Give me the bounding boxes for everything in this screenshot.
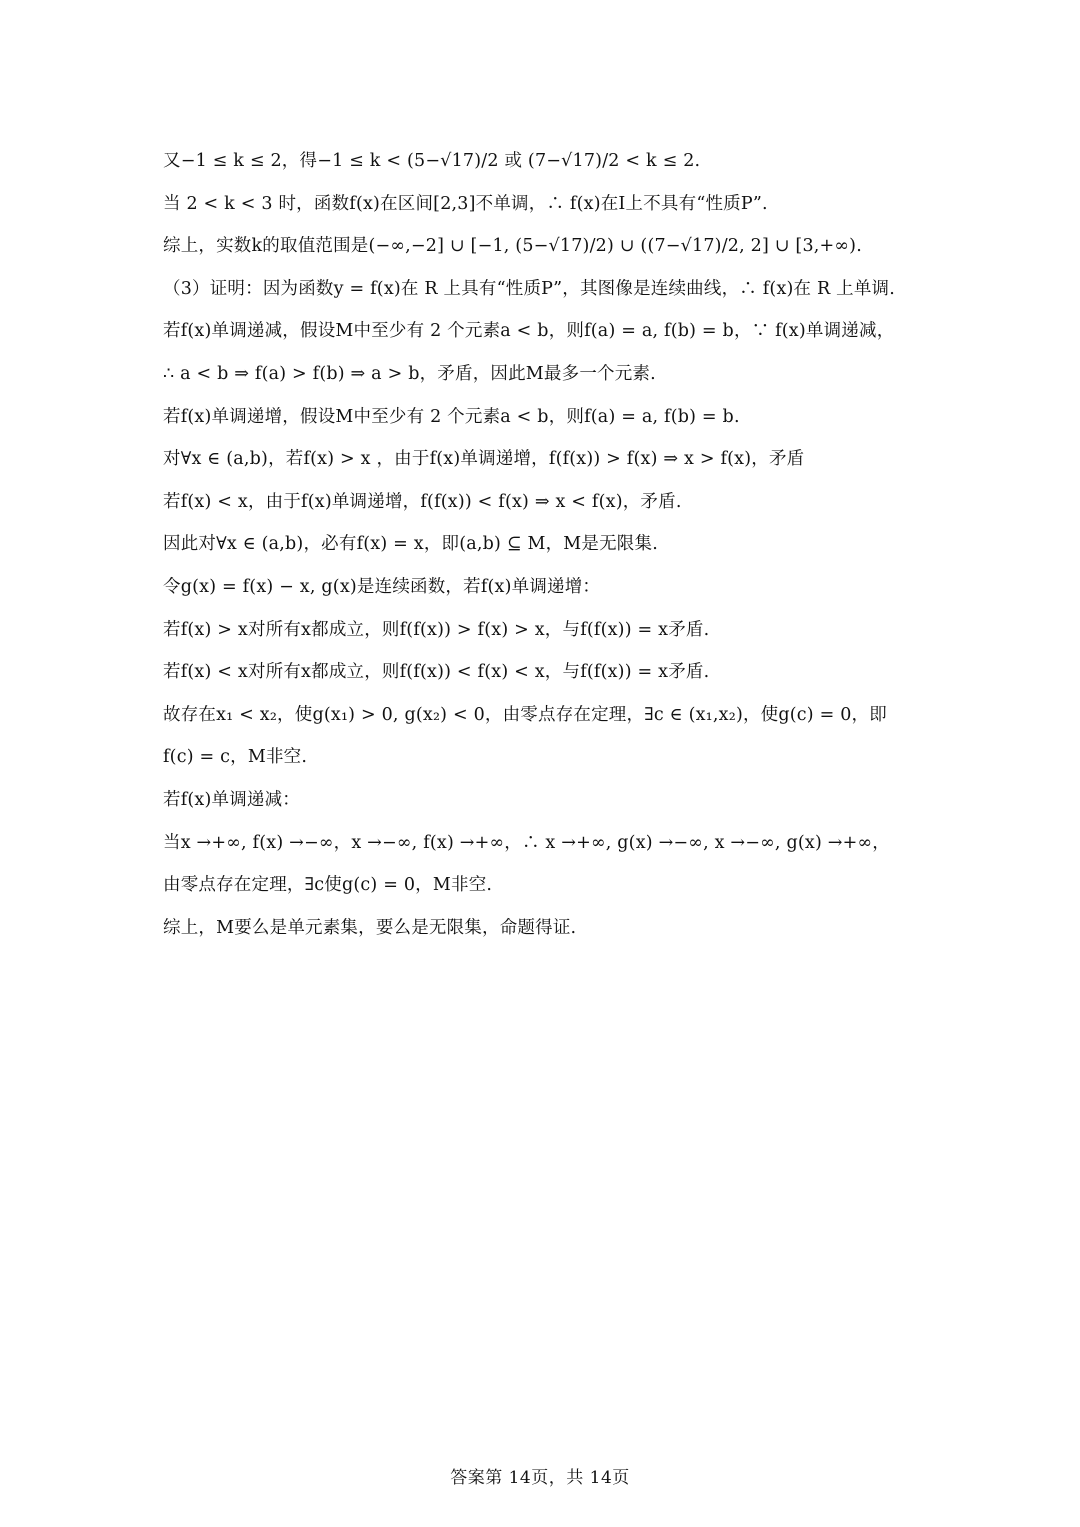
solution-line: 故存在x₁ < x₂，使g(x₁) > 0, g(x₂) < 0，由零点存在定理，∃c ∈ (x₁,x₂)，使g(c) = 0，即 — [163, 704, 887, 725]
solution-line: 综上，实数k的取值范围是(−∞,−2] ∪ [−1, (5−√17)/2) ∪ ((7−√17)/2, 2] ∪ [3,+∞). — [163, 236, 862, 257]
solution-line: 若f(x)单调递减，假设M中至少有 2 个元素a < b，则f(a) = a, f(b) = b，∵ f(x)单调递减， — [163, 321, 895, 342]
solution-line: 综上，M要么是单元素集，要么是无限集，命题得证. — [163, 917, 577, 938]
solution-line: 若f(x) < x，由于f(x)单调递增，f(f(x)) < f(x) ⇒ x < f(x)，矛盾. — [163, 491, 682, 512]
solution-line: 若f(x) < x对所有x都成立，则f(f(x)) < f(x) < x，与f(f(x)) = x矛盾. — [163, 662, 710, 683]
solution-line: f(c) = c，M非空. — [163, 747, 308, 768]
solution-body — [163, 140, 923, 949]
page-footer: 答案第 14页，共 14页 — [450, 1468, 630, 1488]
solution-line: 当 2 < k < 3 时，函数f(x)在区间[2,3]不单调，∴ f(x)在I上不具有“性质P”. — [163, 193, 768, 214]
solution-line: ∴ a < b ⇒ f(a) > f(b) ⇒ a > b，矛盾，因此M最多一个元素. — [163, 363, 656, 384]
solution-line: 对∀x ∈ (a,b)，若f(x) > x ，由于f(x)单调递增，f(f(x)) > f(x) ⇒ x > f(x)，矛盾 — [163, 449, 805, 470]
solution-line: （3）证明：因为函数y = f(x)在 R 上具有“性质P”，其图像是连续曲线，∴ f(x)在 R 上单调. — [163, 278, 896, 299]
solution-line: 由零点存在定理，∃c使g(c) = 0，M非空. — [163, 875, 493, 896]
solution-line: 若f(x)单调递增，假设M中至少有 2 个元素a < b，则f(a) = a, f(b) = b. — [163, 406, 740, 427]
solution-line: 令g(x) = f(x) − x, g(x)是连续函数，若f(x)单调递增： — [163, 576, 601, 597]
solution-line: 若f(x) > x对所有x都成立，则f(f(x)) > f(x) > x，与f(f(x)) = x矛盾. — [163, 619, 710, 640]
solution-line: 若f(x)单调递减： — [163, 789, 301, 810]
solution-line: 又−1 ≤ k ≤ 2，得−1 ≤ k < (5−√17)/2 或 (7−√17)/2 < k ≤ 2. — [163, 151, 701, 171]
solution-line: 当x →+∞, f(x) →−∞，x →−∞, f(x) →+∞，∴ x →+∞, g(x) →−∞, x →−∞, g(x) →+∞， — [163, 832, 890, 853]
solution-line: 因此对∀x ∈ (a,b)，必有f(x) = x，即(a,b) ⊆ M，M是无限集. — [163, 534, 658, 555]
